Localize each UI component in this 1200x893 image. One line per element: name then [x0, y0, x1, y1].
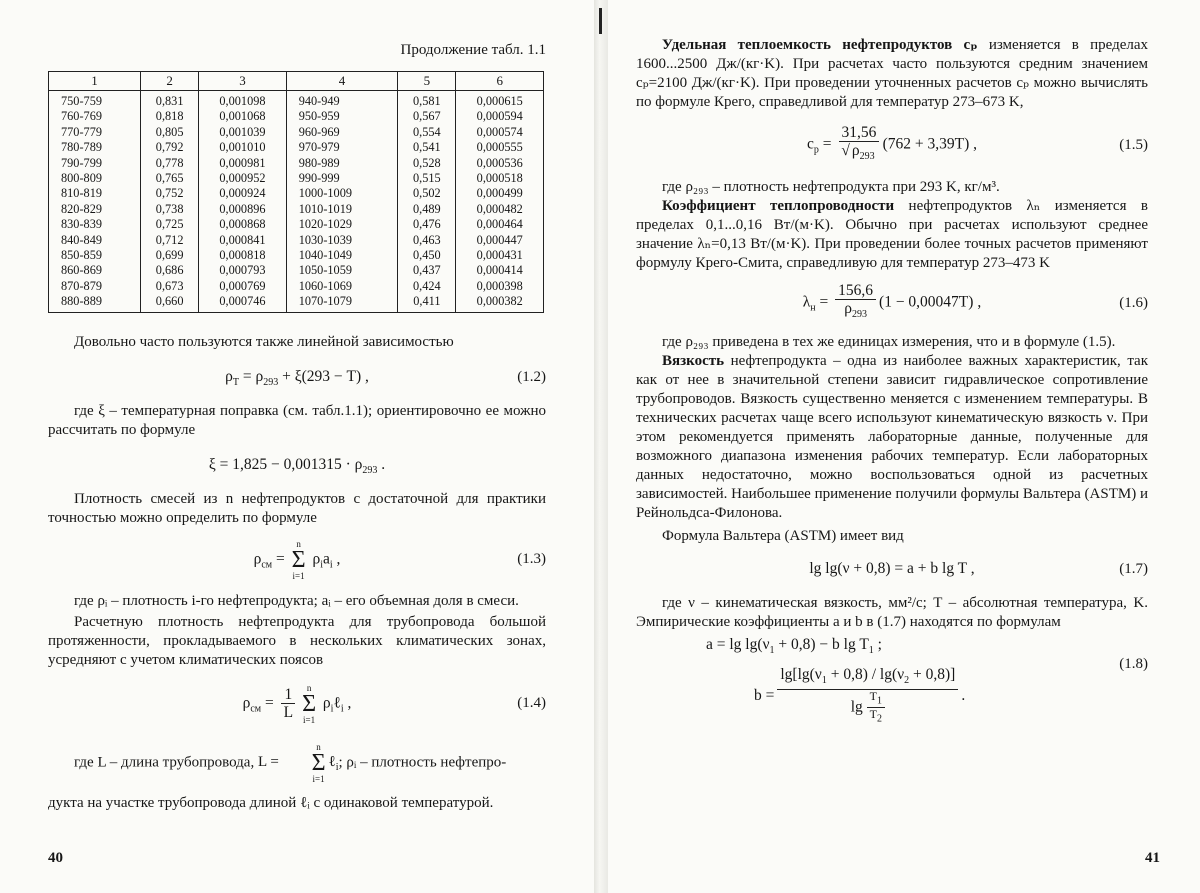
table-cell: 850-859: [49, 248, 141, 263]
table-cell: 0,515: [398, 171, 456, 186]
paragraph-pipeline-segment: дукта на участке трубопровода длиной ℓᵢ с одинаковой температурой.: [48, 794, 494, 811]
table-cell: 0,818: [141, 109, 199, 124]
table-cell: 0,528: [398, 156, 456, 171]
table-cell: 0,000464: [456, 217, 544, 232]
formula-1-2: [48, 358, 546, 398]
formula-xi: [48, 444, 546, 488]
formula-1-2-body: $\rho_T = \rho_{293} + \xi(293 - T)$ ,: [225, 367, 369, 388]
formula-1-5-number: (1.5): [1119, 136, 1148, 153]
page-number-right: 41: [1145, 850, 1160, 866]
table-cell: 0,000414: [456, 263, 544, 278]
table-cell: 0,000555: [456, 140, 544, 155]
paragraph-thermal-conductivity-text: нефтепродуктов λₙ изменяется в пределах 0,1...0,16 Вт/(м·K). Обычно при расчетах используют среднее значение λₙ=0,13 Вт/(м·K). При проведении более точных расчетов применяют формулу Крего-Смита, справедливую для температур 273–473 K: [636, 198, 1148, 271]
table-cell: 0,581: [398, 91, 456, 110]
term-heat-capacity: Удельная теплоемкость нефтепродуктов cₚ: [662, 37, 978, 53]
table-cell: 830-839: [49, 217, 141, 232]
paragraph-coefficients: где ν – кинематическая вязкость, мм²/с; T – абсолютная температура, K. Эмпирические коэффициенты a и b в (1.7) находятся по формулам: [636, 595, 1148, 630]
table-cell: 810-819: [49, 186, 141, 201]
table-cell: 1040-1049: [286, 248, 398, 263]
table-cell: 0,765: [141, 171, 199, 186]
table-cell: 0,424: [398, 279, 456, 294]
table-cell: 0,001039: [199, 125, 286, 140]
table-row: [49, 202, 544, 217]
table-cell: 1000-1009: [286, 186, 398, 201]
table-row: [49, 140, 544, 155]
table-cell: 0,476: [398, 217, 456, 232]
table-row: [49, 233, 544, 248]
table-cell: 0,000431: [456, 248, 544, 263]
table-cell: 0,831: [141, 91, 199, 110]
table-cell: 0,437: [398, 263, 456, 278]
table-cell: 0,738: [141, 202, 199, 217]
paragraph-heat-capacity: [636, 36, 1148, 112]
formula-1-4: [48, 674, 546, 734]
table-cell: 0,000447: [456, 233, 544, 248]
formula-1-3: [48, 532, 546, 588]
table-cell: 980-989: [286, 156, 398, 171]
table-cell: 770-779: [49, 125, 141, 140]
table-header: 6: [456, 72, 544, 91]
paragraph-units: где ρ₂₉₃ приведена в тех же единицах измерения, что и в формуле (1.5).: [662, 334, 1116, 350]
formula-1-6-body: $\lambda_н$ = $\frac{156,6}{\rho_{293}}$ (1 − 0,00047T) ,: [802, 281, 982, 321]
table-row: [49, 248, 544, 263]
table-row: [49, 125, 544, 140]
table-cell: 0,000574: [456, 125, 544, 140]
formula-1-3-number: (1.3): [517, 551, 546, 568]
table-cell: 0,792: [141, 140, 199, 155]
table-cell: 0,660: [141, 294, 199, 312]
paragraph-pipeline-length: [48, 742, 546, 784]
paragraph-viscosity: [636, 352, 1148, 523]
table-cell: 0,000952: [199, 171, 286, 186]
table-cell: 880-889: [49, 294, 141, 312]
table-header: 4: [286, 72, 398, 91]
table-header: 3: [199, 72, 286, 91]
table-cell: 0,000769: [199, 279, 286, 294]
table-cell: 990-999: [286, 171, 398, 186]
formula-1-8-b: b = $\lg[\lg(\nu_1 + 0,8) / \lg(\nu_2 + 0,8)]$ lg $\frac{T_1}{T_2}$ .: [754, 666, 966, 725]
table-cell: 0,000981: [199, 156, 286, 171]
table-cell: 0,000594: [456, 109, 544, 124]
table-cell: 0,000615: [456, 91, 544, 110]
table-cell: 0,001010: [199, 140, 286, 155]
table-header: 1: [49, 72, 141, 91]
paragraph-pipeline-length-b: ; ρᵢ – плотность нефтепро-: [338, 754, 507, 771]
formula-1-7-body: lg lg(ν + 0,8) = a + b lg T ,: [809, 560, 975, 577]
table-header: 2: [141, 72, 199, 91]
formula-1-6-number: (1.6): [1119, 294, 1148, 311]
paragraph-rho293: где ρ₂₉₃ – плотность нефтепродукта при 293 K, кг/м³.: [662, 179, 1000, 195]
table-cell: 0,541: [398, 140, 456, 155]
table-cell: 820-829: [49, 202, 141, 217]
table-cell: 1060-1069: [286, 279, 398, 294]
paragraph-walter-formula: Формула Вальтера (ASTM) имеет вид: [662, 528, 904, 544]
table-cell: 0,778: [141, 156, 199, 171]
table-cell: 0,725: [141, 217, 199, 232]
table-cell: 0,000746: [199, 294, 286, 312]
paragraph-thermal-conductivity: [636, 197, 1148, 273]
table-row: [49, 109, 544, 124]
paragraph-mixture-density: Плотность смесей из n нефтепродуктов с достаточной для практики точностью можно определить по формуле: [48, 490, 546, 526]
table-row: [49, 156, 544, 171]
table-header-row: [49, 72, 544, 91]
formula-1-7: [636, 548, 1148, 590]
table-cell: 0,411: [398, 294, 456, 312]
term-viscosity: Вязкость: [662, 353, 725, 369]
term-thermal-conductivity: Коэффициент теплопроводности: [662, 198, 895, 214]
book-gutter: [594, 0, 608, 893]
table-caption: Продолжение табл. 1.1: [400, 42, 546, 58]
formula-l-sum: L = n Σ i=1 ℓ$_i$: [257, 741, 339, 784]
table-row: [49, 263, 544, 278]
table-cell: 0,502: [398, 186, 456, 201]
table-cell: 1010-1019: [286, 202, 398, 217]
table-cell: 840-849: [49, 233, 141, 248]
table-cell: 790-799: [49, 156, 141, 171]
formula-1-6: [636, 275, 1148, 331]
table-cell: 1050-1059: [286, 263, 398, 278]
table-cell: 0,000841: [199, 233, 286, 248]
formula-1-4-body: $\rho_{см}$ = $\frac{1}{L}$ n Σ i=1 $\rho_i\ell_i$ ,: [242, 682, 352, 725]
gutter-mark: [599, 8, 602, 34]
right-page: [608, 0, 1200, 893]
formula-1-8: [636, 632, 1148, 728]
table-row: [49, 91, 544, 110]
formula-1-4-number: (1.4): [517, 695, 546, 712]
table-body: [49, 91, 544, 313]
table-cell: 0,000896: [199, 202, 286, 217]
table-cell: 870-879: [49, 279, 141, 294]
formula-xi-body: $\xi = 1,825 - 0,001315 \cdot \rho_{293}$ .: [208, 455, 386, 476]
table-cell: 0,000818: [199, 248, 286, 263]
table-cell: 0,673: [141, 279, 199, 294]
table-cell: 0,686: [141, 263, 199, 278]
table-cell: 0,699: [141, 248, 199, 263]
table-cell: 0,000382: [456, 294, 544, 312]
table-cell: 0,752: [141, 186, 199, 201]
page-number-left: 40: [48, 850, 63, 866]
table-cell: 760-769: [49, 109, 141, 124]
table-cell: 1070-1079: [286, 294, 398, 312]
formula-1-8-a: $a = \lg \lg(\nu_1 + 0,8) - b$ $\lg T_1$ ;: [706, 636, 882, 657]
formula-1-5: [636, 116, 1148, 174]
table-cell: 1030-1039: [286, 233, 398, 248]
table-cell: 0,805: [141, 125, 199, 140]
paragraph-viscosity-text: нефтепродукта – одна из наиболее важных характеристик, так как от нее в значительной степени зависит гидравлическое сопротивление трубопроводов. Вязкость существенно меняется с изменением температуры. В технических расчетах чаще всего используют кинематическую вязкость ν. При этом рекомендуется применять лабораторные данные, полученные для возможного диапазона изменения рабочих температур. Если лабораторных данных недостаточно, можно воспользоваться одной из расчетных зависимостей. Наибольшее применение получили формулы Вальтера (ASTM) и Рейнольдса-Филонова.: [636, 353, 1148, 521]
density-table: [48, 71, 544, 313]
table-cell: 0,000499: [456, 186, 544, 201]
table-row: [49, 217, 544, 232]
table-cell: 0,567: [398, 109, 456, 124]
table-cell: 0,489: [398, 202, 456, 217]
formula-1-5-body: $c_p$ = $\frac{31,56}{√ \rho_{293}}$ (762 + 3,39T) ,: [806, 123, 978, 163]
paragraph-pipeline-length-a: где L – длина трубопровода,: [74, 754, 255, 771]
paragraph-xi: где ξ – температурная поправка (см. табл.1.1); ориентировочно ее можно рассчитать по формуле: [48, 402, 546, 438]
table-cell: 0,001068: [199, 109, 286, 124]
table-cell: 0,000793: [199, 263, 286, 278]
table-cell: 0,463: [398, 233, 456, 248]
table-cell: 0,000518: [456, 171, 544, 186]
formula-1-8-number: (1.8): [1119, 656, 1148, 672]
table-cell: 950-959: [286, 109, 398, 124]
table-cell: 970-979: [286, 140, 398, 155]
table-row: [49, 279, 544, 294]
paragraph-long-pipeline: Расчетную плотность нефтепродукта для трубопровода большой протяженности, прокладываемого в нескольких климатических зонах, усредняют с учетом климатических поясов: [48, 613, 546, 668]
table-cell: 800-809: [49, 171, 141, 186]
table-cell: 960-969: [286, 125, 398, 140]
table-cell: 0,554: [398, 125, 456, 140]
table-row: [49, 294, 544, 312]
table-cell: 860-869: [49, 263, 141, 278]
paragraph-heat-capacity-text: изменяется в пределах 1600...2500 Дж/(кг·K). При расчетах часто пользуются средним значением cₚ=2100 Дж/(кг·K). При проведении уточненных расчетов cₚ можно вычислять по формуле Крего, справедливой для температур 273–673 K,: [636, 37, 1148, 110]
paragraph-linear-dependence: Довольно часто пользуются также линейной зависимостью: [74, 333, 454, 350]
table-cell: 0,000924: [199, 186, 286, 201]
table-cell: 0,000398: [456, 279, 544, 294]
formula-1-3-body: $\rho_{см}$ = n Σ i=1 $\rho_ia_i$ ,: [253, 538, 341, 581]
formula-1-2-number: (1.2): [517, 369, 546, 386]
table-cell: 0,712: [141, 233, 199, 248]
table-cell: 0,450: [398, 248, 456, 263]
table-cell: 780-789: [49, 140, 141, 155]
left-page: [0, 0, 594, 893]
table-cell: 0,000868: [199, 217, 286, 232]
table-cell: 940-949: [286, 91, 398, 110]
table-cell: 1020-1029: [286, 217, 398, 232]
table-cell: 750-759: [49, 91, 141, 110]
table-header: 5: [398, 72, 456, 91]
table-cell: 0,001098: [199, 91, 286, 110]
paragraph-rho-i: где ρᵢ – плотность i-го нефтепродукта; aᵢ – его объемная доля в смеси.: [74, 592, 519, 609]
table-cell: 0,000536: [456, 156, 544, 171]
table-row: [49, 171, 544, 186]
table-row: [49, 186, 544, 201]
formula-1-7-number: (1.7): [1119, 560, 1148, 577]
table-cell: 0,000482: [456, 202, 544, 217]
